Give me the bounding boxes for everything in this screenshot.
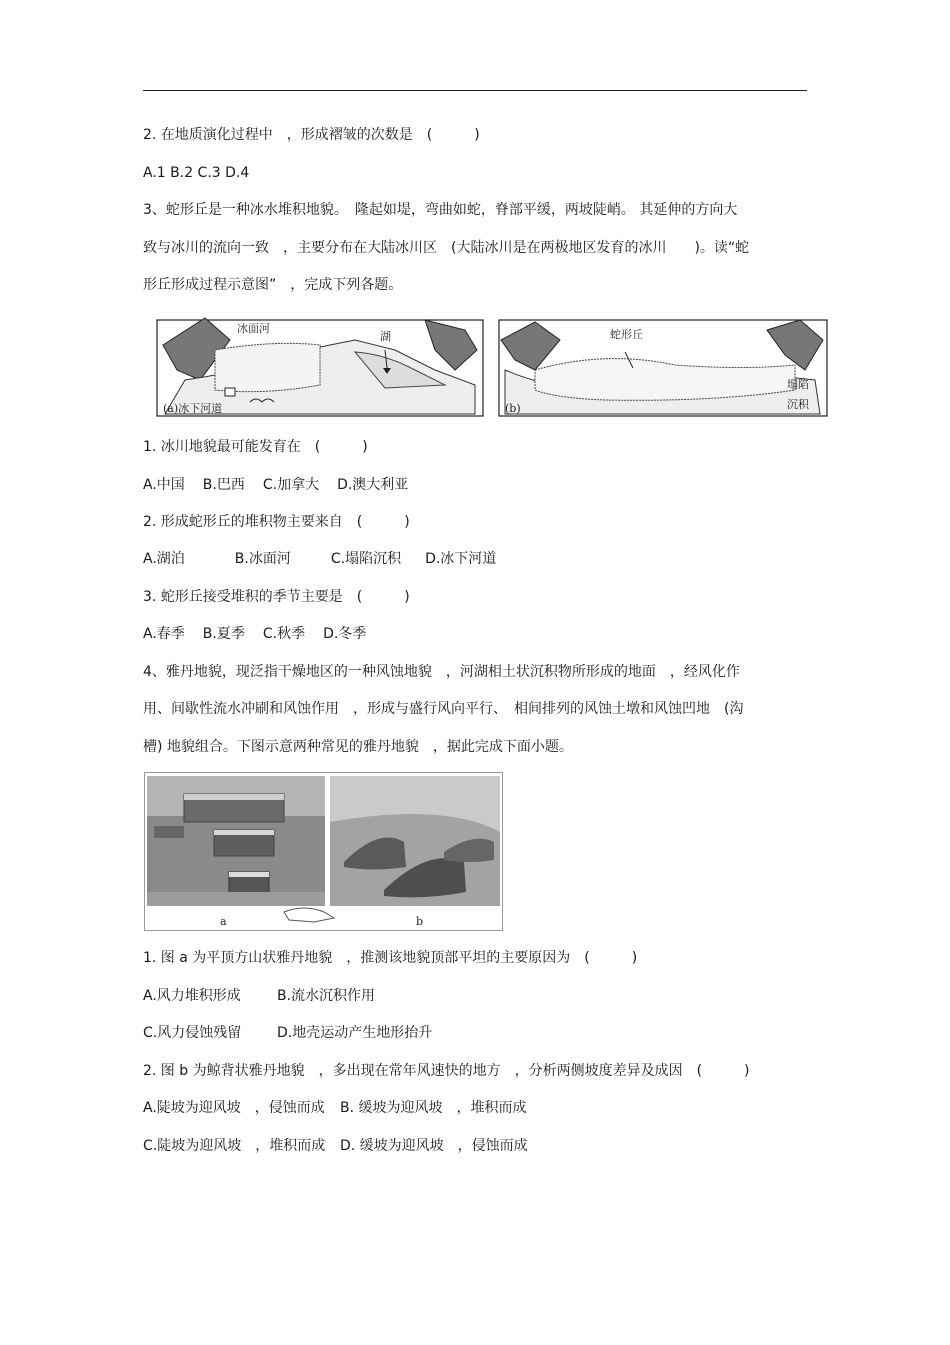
option: A.风力堆积形成 <box>143 988 241 1004</box>
option: D.地壳运动产生地形抬升 <box>277 1025 433 1041</box>
label-lake: 湖 <box>380 330 391 343</box>
passage-line: 槽) 地貌组合。下图示意两种常见的雅丹地貌 ，据此完成下面小题。 <box>143 739 573 755</box>
question-options <box>143 1136 528 1156</box>
question-options <box>143 1098 527 1118</box>
option: D.冰下河道 <box>425 551 497 567</box>
esker-panel-b <box>499 320 827 416</box>
option: C.塌陷沉积 <box>330 551 402 567</box>
option: B.流水沉积作用 <box>277 988 376 1004</box>
label-deposit: 沉积 <box>787 398 809 411</box>
yardang-photo-a <box>147 776 325 906</box>
option: D.澳大利亚 <box>337 477 409 493</box>
label-caption-a: (a)冰下河道 <box>163 402 223 415</box>
question-options <box>143 986 375 1006</box>
option: A.春季 <box>143 626 185 642</box>
question-options <box>143 624 384 644</box>
passage-line: 3、蛇形丘是一种冰水堆积地貌。 隆起如堤，弯曲如蛇，脊部平缓，两坡陡峭。 其延伸的方向大 <box>143 202 738 218</box>
option: B.巴西 <box>202 477 245 493</box>
yardang-photo-b <box>330 776 500 906</box>
option: D.冬季 <box>323 626 367 642</box>
question-options <box>143 1023 432 1043</box>
question-stem: 1. 冰川地貌最可能发育在 ( ) <box>143 439 368 455</box>
question-stem: 2. 形成蛇形丘的堆积物主要来自 ( ) <box>143 514 410 530</box>
question-stem: 1. 图 a 为平顶方山状雅丹地貌 ，推测该地貌顶部平坦的主要原因为 ( ) <box>143 950 638 966</box>
option: B.夏季 <box>202 626 245 642</box>
option: B. 缓坡为迎风坡 ，堆积而成 <box>340 1100 527 1116</box>
option: C.陡坡为迎风坡 ，堆积而成 <box>143 1138 326 1154</box>
question-stem: 2. 图 b 为鲸背状雅丹地貌 ，多出现在常年风速快的地方 ，分析两侧坡度差异及成因 ( ) <box>143 1063 750 1079</box>
option: C.风力侵蚀残留 <box>143 1025 242 1041</box>
passage-line: 致与冰川的流向一致 ，主要分布在大陆冰川区 (大陆冰川是在两极地区发育的冰川 )。读“蛇 <box>143 240 750 256</box>
question-stem: 3. 蛇形丘接受堆积的季节主要是 ( ) <box>143 589 410 605</box>
option: B.冰面河 <box>234 551 291 567</box>
option: A.湖泊 <box>143 551 185 567</box>
option: C.秋季 <box>262 626 306 642</box>
header-rule <box>143 90 807 91</box>
passage-line: 形丘形成过程示意图” ，完成下列各题。 <box>143 277 403 293</box>
label-esker: 蛇形丘 <box>610 328 643 341</box>
label-photo-b: b <box>416 915 424 928</box>
passage-line: 4、雅丹地貌，现泛指干燥地区的一种风蚀地貌 ，河湖相土状沉积物所形成的地面 ，经风化作 <box>143 664 740 680</box>
label-photo-a: a <box>220 915 227 928</box>
passage-line: 用、间歇性流水冲刷和风蚀作用 ，形成与盛行风向平行、 相间排列的风蚀土墩和风蚀凹地 (沟 <box>143 701 744 717</box>
esker-figure <box>155 310 830 420</box>
question-stem: 2. 在地质演化过程中 ，形成褶皱的次数是 ( ) <box>143 127 480 143</box>
option: A.中国 <box>143 477 185 493</box>
option: C.加拿大 <box>262 477 320 493</box>
option: D. 缓坡为迎风坡 ，侵蚀而成 <box>340 1138 528 1154</box>
question-options <box>143 549 514 569</box>
yardang-figure <box>144 772 504 932</box>
esker-panel-a <box>157 318 483 416</box>
label-surface-river: 冰面河 <box>237 322 270 335</box>
option: A.陡坡为迎风坡 ，侵蚀而成 <box>143 1100 325 1116</box>
question-options <box>143 475 426 495</box>
label-caption-b: (b) <box>505 402 521 415</box>
label-collapse: 塌陷 <box>787 378 809 391</box>
question-options: A.1 B.2 C.3 D.4 <box>143 165 250 181</box>
